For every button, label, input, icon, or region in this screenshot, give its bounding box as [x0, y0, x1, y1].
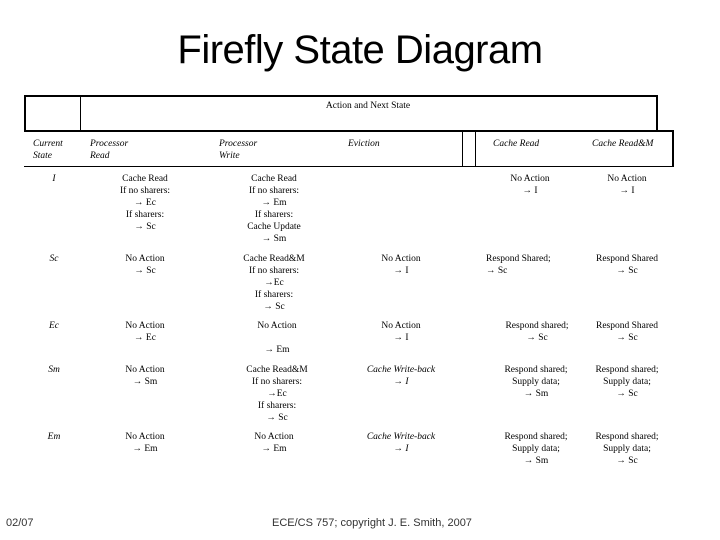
subheader-right-border [672, 131, 674, 167]
row-em-cache-readx: Respond shared; Supply data; → Sc [595, 432, 659, 466]
header-processor-read: Processor Read [90, 139, 129, 161]
header-cache-read: Cache Read [493, 139, 540, 149]
row-i-processor-read: Cache Read If no sharers: → Ec If sharers: → Sc [119, 174, 171, 232]
row-sm-processor-read: No Action → Sm [125, 365, 165, 387]
row-sm-cache-read: Respond shared; Supply data; → Sm [504, 365, 568, 399]
footer-date: 02/07 [6, 517, 34, 529]
row-sc-eviction: No Action → I [381, 254, 421, 276]
row-em-cache-read: Respond shared; Supply data; → Sm [504, 432, 568, 466]
row-i-state: I [52, 174, 56, 184]
row-sc-processor-write: Cache Read&M If no sharers: →Ec If sharers: → Sc [243, 254, 305, 312]
row-sm-eviction: Cache Write-back → I [366, 365, 436, 387]
row-i-processor-write: Cache Read If no sharers: → Em If sharers: Cache Update → Sm [247, 174, 301, 244]
slide-title: Firefly State Diagram [177, 28, 543, 72]
row-sc-state: Sc [49, 254, 59, 264]
header-bottom-rule [24, 130, 674, 132]
row-sm-state: Sm [48, 365, 60, 375]
header-cache-readx: Cache Read&M [592, 139, 654, 149]
footer-credit: ECE/CS 757; copyright J. E. Smith, 2007 [272, 517, 472, 529]
header-processor-write: Processor Write [219, 139, 258, 161]
row-em-eviction: Cache Write-back → I [366, 432, 436, 454]
row-sc-cache-read: Respond Shared; → Sc [486, 254, 551, 276]
row-em-processor-write: No Action → Em [254, 432, 294, 454]
row-ec-cache-readx: Respond Shared → Sc [595, 321, 658, 343]
row-sm-cache-readx: Respond shared; Supply data; → Sc [595, 365, 659, 399]
table-left-border [24, 95, 26, 130]
header-eviction: Eviction [348, 139, 380, 149]
row-sm-processor-write: Cache Read&M If no sharers: →Ec If sharers: → Sc [246, 365, 308, 423]
subheader-vline-2 [475, 131, 476, 167]
subheader-bottom-rule [24, 166, 674, 167]
row-em-state: Em [47, 432, 61, 442]
row-ec-eviction: No Action → I [381, 321, 421, 343]
row-em-processor-read: No Action → Em [125, 432, 165, 454]
row-i-cache-readx: No Action → I [607, 174, 647, 196]
header-current-state: Current State [33, 139, 63, 161]
row-i-cache-read: No Action → I [510, 174, 550, 196]
row-ec-cache-read: Respond shared; → Sc [505, 321, 569, 343]
row-ec-state: Ec [48, 321, 60, 331]
row-sc-processor-read: No Action → Sc [125, 254, 165, 276]
table-right-border-top [656, 95, 658, 130]
header-action-next-state: Action and Next State [325, 101, 411, 111]
row-ec-processor-read: No Action → Ec [125, 321, 165, 343]
subheader-vline-1 [462, 131, 463, 167]
row-sc-cache-readx: Respond Shared → Sc [595, 254, 658, 276]
row-ec-processor-write: No Action [257, 321, 297, 331]
row-ec-processor-write-next: → Em [264, 345, 290, 355]
table-top-border [24, 95, 658, 97]
